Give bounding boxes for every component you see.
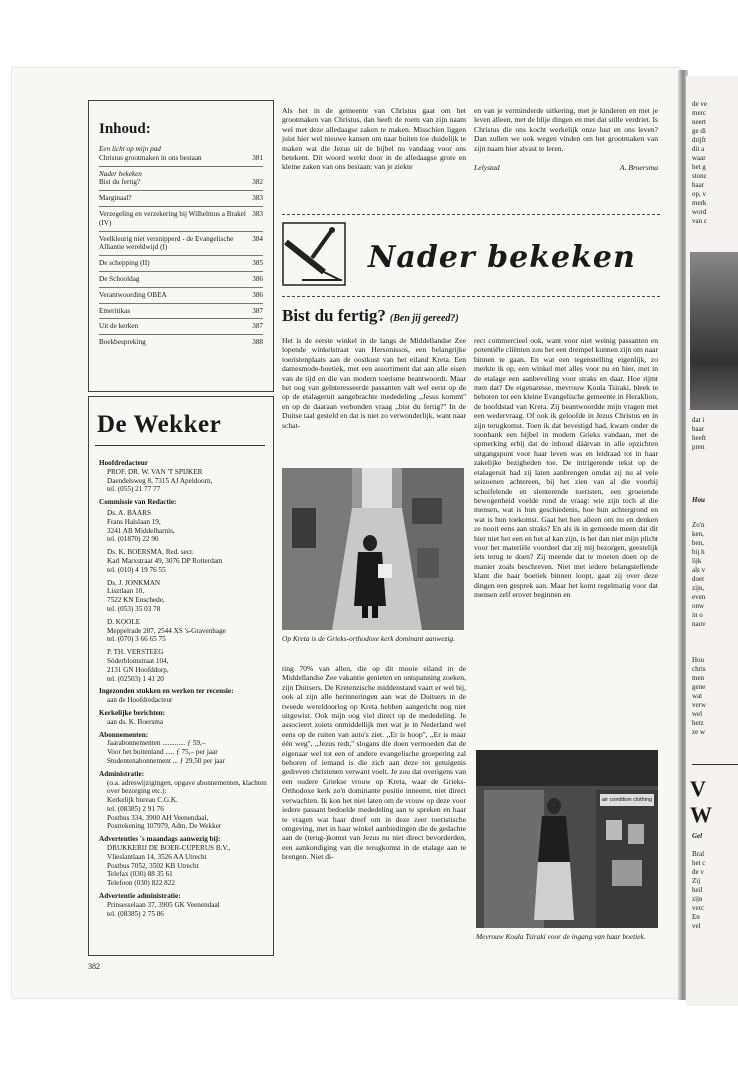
masthead-label: Advertenties 's maandags aanwezig bij:: [99, 835, 221, 844]
continued-text-col2: [474, 106, 658, 172]
toc-section-label: Nader bekeken: [99, 169, 142, 178]
toc-entry: [99, 231, 263, 253]
committee-member: [107, 618, 267, 644]
big-title-line: V: [690, 776, 706, 801]
next-page-line: nauv: [692, 620, 706, 628]
next-page-text-block-2: [692, 416, 706, 452]
next-page-line: verc: [692, 904, 705, 912]
toc-row: [99, 210, 263, 228]
big-title-line: W: [690, 802, 712, 827]
masthead-line: Telefoon (030) 822 822: [107, 879, 175, 888]
toc-row: [99, 307, 263, 316]
article-col1-top: [282, 336, 466, 430]
toc-rule: [99, 231, 263, 232]
next-page-line: doet: [692, 575, 705, 583]
banner-rule-top: [282, 214, 660, 215]
next-page-edge: [686, 76, 738, 1006]
toc-entry-page: 383: [252, 194, 263, 203]
next-page-line: even: [692, 593, 706, 601]
article-col1-bottom: [282, 664, 466, 862]
masthead-line: aan de Hoofdredacteur: [107, 696, 173, 705]
street-scene-image: [282, 468, 464, 630]
toc-row: [99, 154, 263, 163]
next-page-line: wat: [692, 692, 703, 700]
next-page-line: zijn: [692, 895, 703, 903]
toc-rule: [99, 255, 263, 256]
next-page-line: waar: [692, 154, 706, 162]
next-page-line: als v: [692, 566, 706, 574]
toc-entry: [99, 255, 263, 268]
toc-entry: [99, 190, 263, 203]
next-page-line: in o: [692, 611, 703, 619]
masthead-label: Administratie:: [99, 769, 145, 778]
boutique-entrance-image: [476, 750, 658, 928]
next-page-line: lijk: [692, 557, 702, 565]
article-subtitle: (Ben jij gereed?): [389, 313, 459, 324]
masthead-line: Kerkelijk bureau C.G.K.: [107, 796, 178, 805]
street-photo: [282, 468, 464, 630]
toc-rule: [99, 166, 263, 167]
masthead-box: [88, 396, 274, 956]
next-page-line: ze w: [692, 728, 706, 736]
next-page-line: men: [692, 674, 705, 682]
next-page-text-block-5: [692, 850, 705, 931]
masthead-line: tel. (01870) 22 90: [107, 535, 159, 544]
toc-rule: [99, 303, 263, 304]
toc-entry-title: Uit de kerken: [99, 322, 139, 331]
next-page-text-block-4: [692, 656, 706, 737]
masthead-label: Abonnementen:: [99, 730, 149, 739]
page-number: 382: [88, 962, 100, 971]
toc-rule: [99, 334, 263, 335]
masthead-line: Telefax (030) 88 35 61: [107, 870, 173, 879]
masthead-line: Frans Halslaan 19,: [107, 517, 161, 526]
next-page-line: verw: [692, 701, 706, 709]
masthead-line: D. KOOLE: [107, 617, 141, 626]
toc-row: [99, 338, 263, 347]
banner-logo: [282, 222, 346, 286]
next-page-line: wel: [692, 710, 703, 718]
masthead-line: tel. (08385) 2 75 86: [107, 909, 164, 918]
next-page-line: hetz: [692, 719, 704, 727]
toc-section-label: Een licht op mijn pad: [99, 145, 161, 153]
next-page-line: ken,: [692, 530, 704, 538]
toc-entry-title: Verantwoording OBEA: [99, 290, 167, 299]
next-page-line: drijft: [692, 136, 706, 144]
next-page-line: chris: [692, 665, 706, 673]
masthead-rule: [95, 445, 265, 446]
toc-entry-title: Emeritikas: [99, 306, 131, 315]
toc-rule: [99, 271, 263, 272]
masthead-label: Kerkelijke berichten:: [99, 708, 166, 717]
next-page-text-block: [692, 100, 707, 226]
masthead-line: P. TH. VERSTEEG: [107, 648, 164, 657]
toc-row: [99, 322, 263, 331]
paragraph: Het is de eerste winkel in de langs de Middellandse Zee lopende winkelstraat van Hersonissos, een belangrijke toeristenplaats aan de oostkust van het eiland Kreta. Een damesmode-boetiek, met een assortiment dat aan alle eisen van de tijd en die van modern toerisme beantwoordt. Maar het oog van geïnteresseerde passanten valt wel eerst op de op de etalageruit aangebrachte mededeling ,,Jesus kommt'' en op de daaraan verbonden vraag ,,bist du fertig?'' In de Duitse taal gesteld en dat is niet zo verwonderlijk, want naar schat-: [282, 336, 466, 430]
committee-member: [107, 579, 267, 614]
masthead-line: (o.a. adreswijzigingen, opgave abonnementen, klachten over bezorging etc.):: [107, 778, 267, 796]
committee-member: [107, 509, 267, 544]
masthead-line: Postrekening 107979, Adm. De Wekker: [107, 822, 222, 831]
article-title: Bist du fertig?: [282, 306, 386, 325]
continued-text-col1: [282, 106, 466, 172]
toc-entry: [99, 303, 263, 316]
toc-row: [99, 194, 263, 203]
masthead-line: 7522 KN Enschede,: [107, 596, 165, 605]
next-page-line: zijn,: [692, 584, 705, 592]
next-page-subtitle: Gel: [692, 832, 703, 840]
toc-entry-page: 381: [252, 153, 263, 162]
masthead-line: tel. (02503) 1 41 20: [107, 674, 164, 683]
toc-entry-title: Verzegeling en verzekering bij Wilhelmus a Brakel (IV): [99, 209, 246, 227]
next-page-rule: [692, 764, 738, 765]
masthead-line: tel. (053) 35 03 78: [107, 604, 161, 613]
next-page-line: de v: [692, 868, 704, 876]
masthead-label: Ingezonden stukken en werken ter recensie:: [99, 687, 234, 696]
toc-rule: [99, 287, 263, 288]
masthead-body: [99, 455, 267, 918]
next-page-line: merk: [692, 199, 707, 207]
masthead-line: PROF. DR. W. VAN 'T SPIJKER: [107, 467, 203, 476]
masthead-line: tel. (010) 4 19 76 55: [107, 565, 166, 574]
masthead-line: tel. (070) 3 66 65 75: [107, 635, 166, 644]
toc-entry-title: Christus grootmaken in ons bestaan: [99, 153, 202, 162]
toc-row: [99, 178, 263, 187]
masthead-line: 2131 GN Hoofddorp,: [107, 665, 169, 674]
toc-entry-title: Veelkleurig niet versnipperd - de Evangelische Alliantie wereldwijd (I): [99, 234, 234, 252]
masthead-line: Postbus 7052, 3502 KB Utrecht: [107, 861, 199, 870]
toc-entry: [99, 145, 263, 163]
masthead-line: Lisztlaan 10,: [107, 587, 145, 596]
toc-entry-title: Bist du fertig?: [99, 178, 141, 187]
signature-place: Lelystad: [474, 163, 500, 173]
next-page-line: neert: [692, 118, 706, 126]
masthead-line: Meppelrade 287, 2544 XS 's-Gravenhage: [107, 626, 226, 635]
article-col2: [474, 336, 658, 599]
masthead-line: DRUKKERIJ DE BOER-CUPERUS B.V.,: [107, 844, 231, 853]
masthead-line: aan ds. K. Boersma: [107, 717, 164, 726]
next-page-line: onw: [692, 602, 705, 610]
boutique-photo: [476, 750, 658, 928]
toc-list: [99, 145, 263, 347]
next-page-line: dat i: [692, 416, 705, 424]
next-page-line: Zij: [692, 877, 701, 885]
next-page-line: heeft: [692, 434, 706, 442]
toc-entry-page: 384: [252, 234, 263, 243]
paragraph: Als het in de gemeente van Christus gaat om het grootmaken van Christus, dan heeft de roem van zijn naam wel met deze alledaagse zaken te maken. Misschien liggen juist hier wel nieuwe kansen om naar buiten toe duidelijk te maken wat die Jezus uit de bijbel nu vandaag voor ons betekent. Dit woord werkt door in de alledaagse grote en kleine zaken van ons bestaan: van je ziekte: [282, 106, 466, 172]
toc-entry-title: De schepping (II): [99, 259, 150, 268]
masthead-line: Vlieslantlaan 14, 3526 AA Utrecht: [107, 852, 207, 861]
masthead-line: Ds. J. JONKMAN: [107, 578, 161, 587]
masthead-line: Ds. A. BAARS: [107, 508, 151, 517]
next-page-line: pren: [692, 443, 705, 451]
toc-title: Inhoud:: [99, 121, 151, 137]
next-page-line: op, v: [692, 190, 706, 198]
toc-entry: [99, 334, 263, 347]
toc-box: [88, 100, 274, 392]
signature-name: A. Broersma: [619, 163, 658, 173]
next-page-line: bij h: [692, 548, 705, 556]
next-page-line: de ve: [692, 100, 707, 108]
toc-rule: [99, 190, 263, 191]
toc-entry-page: 386: [252, 274, 263, 283]
next-page-line: stonc: [692, 172, 707, 180]
next-page-line: ge di: [692, 127, 706, 135]
toc-entry-title: Marginaal?: [99, 194, 132, 203]
masthead-label: Commissie van Redactie:: [99, 498, 177, 507]
next-page-line: ben,: [692, 539, 704, 547]
masthead-label: Hoofdredacteur: [99, 459, 148, 467]
telescope-illustration-icon: [282, 222, 346, 286]
masthead-line: tel. (055) 21 77 77: [107, 485, 161, 494]
masthead-line: Jaarabonnementen ............. ƒ 59,–: [107, 739, 206, 748]
photo-caption-1: Op Kreta is de Grieks-orthodoxe kerk dominant aanwezig.: [282, 634, 455, 643]
next-page-line: haar: [692, 181, 705, 189]
toc-entry-page: 383: [252, 209, 263, 218]
toc-entry-page: 387: [252, 322, 263, 331]
article-title-row: [282, 306, 459, 326]
next-page-line: dit a: [692, 145, 705, 153]
next-page-line: heil: [692, 886, 703, 894]
toc-rule: [99, 318, 263, 319]
toc-rule: [99, 206, 263, 207]
next-page-line: gene: [692, 683, 706, 691]
toc-entry-page: 388: [252, 338, 263, 347]
paragraph: en van je verminderde uitkering, met je kinderen en met je leven alleen, met de blije dingen en met dat stille verdriet. Is Christus die ons kocht werkelijk onze lust en ons leven? Dan zullen we ook wegen vinden om het grootmaken van zijn naam hier alvast te leren.: [474, 106, 658, 153]
toc-row: [99, 259, 263, 268]
committee-member: [107, 548, 267, 574]
toc-entry: [99, 318, 263, 331]
next-page-line: Zo'n: [692, 521, 705, 529]
masthead-line: Prinsesselaan 37, 3905 GK Veenendaal: [107, 900, 220, 909]
toc-entry-page: 382: [252, 178, 263, 187]
toc-entry-title: Boekbespreking: [99, 338, 146, 347]
next-page-line: het c: [692, 859, 706, 867]
next-page-line: Hou: [692, 656, 705, 664]
shop-sign: air condition clothing: [601, 797, 653, 803]
masthead-line: Ds. K. BOERSMA, Red. secr.: [107, 548, 194, 557]
masthead-line: Voor het buitenland ..... ƒ 75,– per jaar: [107, 748, 218, 757]
next-page-line: merc: [692, 109, 706, 117]
next-page-line: word: [692, 208, 707, 216]
banner-rule-bottom: [282, 296, 660, 297]
masthead-line: Postbus 334, 3900 AH Veenendaal,: [107, 813, 209, 822]
committee-member: [107, 648, 267, 683]
paragraph: rect commercieel ook, want voor niet weinig passanten en potentiële cliënten zou het een drempel kunnen zijn om naar binnen te gaan. En wat een tegenstelling eigenlijk, zo merkte ik op, een winkel met alles voor nu en hier, met in de etalage een aanbeveling voor straks en daar. Hoe rijmt men dat? De eigenaresse, mevrouw Koula Tsiraki, bleek te behoren tot een kleine Evangelische gemeente in Heraklion, de hoofdstad van Kreta. Zij beantwoordde mijn vragen met een wedervraag. Of ook ik geloofde in Jezus Christus en in zijn terugkomst. Toen ik dat bevestigd had, kwam onder de toonbank een bijbel in modern Grieks vandaan, met de opmerking erbij dat de inhoud dáárvan in alle opzichten uitgangspunt voor haar leven was en leidraad tot in haar zakelijke bezigheden toe. De intrigerende tekst op de etalageruit had zij laten aanbrengen omdat zij nu al vele seizoenen achtereen, bij het zien van al die voorbij schuifelende en slenterende toeristen, een groeiende bewogenheid voelde rond de vraag: wie zijn toch al die mensen, wat is hun geschiedenis, hoe hun achtergrond en wat is hun toekomst. Gaat het hen alleen om nu en denken ze nooit eens aan straks? En als ik in gemoede meen dat dit hier niet het een en het al kan zijn, is het dan niet mijn plicht voor het materiële voordeel dat zij mij bezorgen, geestelijk iets terug te doen? Zij meende dat te moeten doen op de manier zoals beschreven. Niet met iedere belangstellende klant die haar boetiek binnen loopt, gaat zij over deze dingen een gesprek aan. Maar het komt regelmatig voor dat mensen zelf erover beginnen en: [474, 336, 658, 599]
masthead-line: 3241 AB Middelharnis,: [107, 526, 175, 535]
next-page-line: het g: [692, 163, 706, 171]
next-page-line: En: [692, 913, 700, 921]
masthead-line: Studentenabonnement ... ƒ 29,50 per jaar: [107, 756, 225, 765]
photo-caption-2: Mevrouw Koula Tsiraki voor de ingang van haar boetiek.: [476, 932, 646, 941]
toc-row: [99, 291, 263, 300]
next-page-text-block-3: [692, 521, 706, 629]
next-page-italic-heading: Hou: [692, 496, 705, 504]
masthead-label: Advertentie administratie:: [99, 892, 181, 901]
toc-entry-page: 386: [252, 290, 263, 299]
toc-entry-page: 387: [252, 306, 263, 315]
masthead-title: De Wekker: [97, 411, 222, 438]
paragraph: ting 70% van allen, die op dit mooie eiland in de Middellandse Zee vakantie genieten en ontspanning zoeken, zijn Duitsers. De Kretenzische middenstand vaart er wel bij, ook al zijn alle herinneringen aan wat de Duitsers in de tweede wereldoorlog op Kreta hebben aangericht nog niet uitgewist. Ook mijn oog viel direct op de mededeling. Je associeert zoiets onmiddellijk met wat je in Nederland wel eens op de ruiten van auto's ziet. ,,Er is hoop'', ,,Er is maar één weg'', ,,Jezus redt,'' slogans die doen vermoeden dat de eigenaar wel tot een of andere evangelische groepering zal behoren of iemand is die zich aan deze tot getuigenis gedreven christenen verwant voelt. Je zou dat overigens van een oudere Griekse vrouw op Kreta, waar de Grieks-Orthodoxe kerk zo'n dominante positie inneemt, niet direct verwachten. Ik kon het niet laten om de vrouw op deze voor iedere passant bedoelde mededeling aan te spreken en haar te vragen wat haar dreef om in deze zeer toeristische omgeving, met in haar winkel aanbiedingen die de gedachte aan de (terug-)komst van Jezus nu niet direct bevorderden, een aankondiging van die terugkomst in de etalage aan te brengen. Niet di-: [282, 664, 466, 862]
masthead-line: Daendelsweg 8, 7315 AJ Apeldoorn,: [107, 476, 213, 485]
toc-entry: [99, 287, 263, 300]
masthead-line: Karl Marxstraat 49, 3076 DP Rotterdam: [107, 556, 223, 565]
next-page-line: vel: [692, 922, 701, 930]
next-page-line: van c: [692, 217, 707, 225]
toc-row: [99, 275, 263, 284]
next-page-line: Bral: [692, 850, 705, 858]
next-page-big-title: [690, 776, 712, 828]
toc-entry-title: De Schooldag: [99, 274, 140, 283]
next-page-line: baar: [692, 425, 705, 433]
signature: [474, 163, 658, 172]
toc-entry: [99, 206, 263, 228]
toc-entry: [99, 271, 263, 284]
section-banner: Nader bekeken: [368, 240, 636, 275]
masthead-line: Söderblomstraat 104,: [107, 656, 169, 665]
masthead-line: tel. (08385) 2 91 76: [107, 804, 164, 813]
toc-entry-page: 385: [252, 259, 263, 268]
toc-entry: [99, 166, 263, 188]
toc-row: [99, 235, 263, 253]
next-page-photo: [690, 252, 738, 410]
